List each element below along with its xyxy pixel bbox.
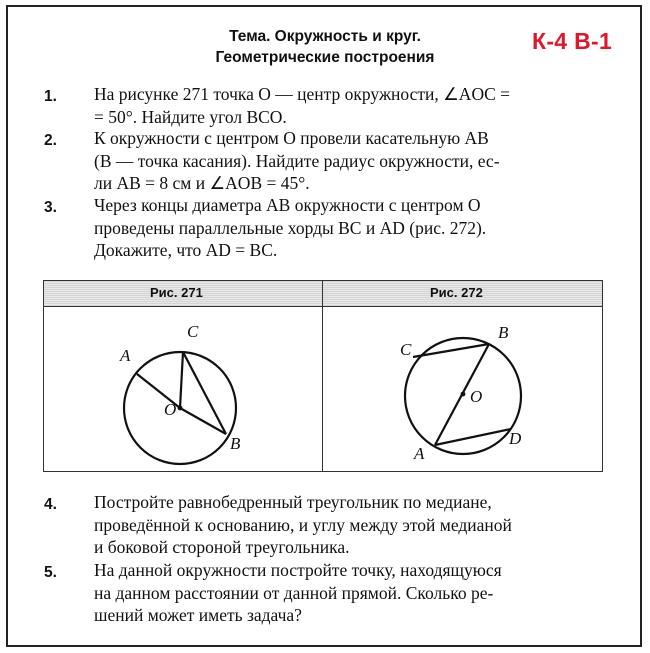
problem-text: К окружности с центром O провели касательную AB (B — точка касания). Найдите радиус окружности, ес- ли AB = 8 см и ∠AOB = 45°. bbox=[94, 128, 500, 193]
figures-table bbox=[43, 280, 603, 472]
problem-text: Через концы диаметра AB окружности с центром O проведены параллельные хорды BC и AD (рис. 272). Докажите, что AD = BC. bbox=[94, 195, 487, 260]
fig271-radius-OC bbox=[180, 352, 183, 408]
problem-number: 4. bbox=[44, 496, 57, 513]
problem-number: 1. bbox=[44, 88, 57, 105]
fig272-label-C: C bbox=[400, 340, 412, 359]
figure-272-caption: Рис. 272 bbox=[430, 285, 483, 300]
problem-number: 3. bbox=[44, 199, 57, 216]
fig271-label-C: C bbox=[187, 322, 199, 341]
fig271-center-dot bbox=[178, 406, 183, 411]
fig271-label-O: O bbox=[164, 400, 177, 419]
fig272-label-B: B bbox=[498, 323, 509, 342]
fig271-label-B: B bbox=[230, 434, 241, 453]
title-line-1: Тема. Окружность и круг. bbox=[229, 28, 421, 45]
problem-text: На данной окружности постройте точку, находящуюся на данном расстоянии от данной прямой. Сколько ре- шений может иметь задача? bbox=[94, 560, 502, 625]
figure-271-caption: Рис. 271 bbox=[150, 285, 203, 300]
fig272-label-D: D bbox=[509, 429, 522, 448]
fig272-center-dot bbox=[461, 392, 466, 397]
problem-number: 2. bbox=[44, 132, 57, 149]
problem-text: Постройте равнобедренный треугольник по медиане, проведённой к основанию, и углу между этой медианой и боковой стороной треугольника. bbox=[94, 492, 512, 557]
problem-text: На рисунке 271 точка O — центр окружности, ∠AOC = = 50°. Найдите угол BCO. bbox=[94, 84, 510, 127]
variant-badge: К-4 В-1 bbox=[532, 28, 613, 54]
problem-number: 5. bbox=[44, 564, 57, 581]
fig272-chord-BC bbox=[413, 344, 489, 357]
figures-drawing bbox=[44, 281, 604, 473]
fig272-chord-AD bbox=[435, 429, 511, 445]
fig272-label-A: A bbox=[414, 444, 425, 463]
title-line-2: Геометрические построения bbox=[215, 49, 435, 66]
fig271-label-A: A bbox=[120, 346, 131, 365]
fig272-label-O: O bbox=[470, 387, 483, 406]
